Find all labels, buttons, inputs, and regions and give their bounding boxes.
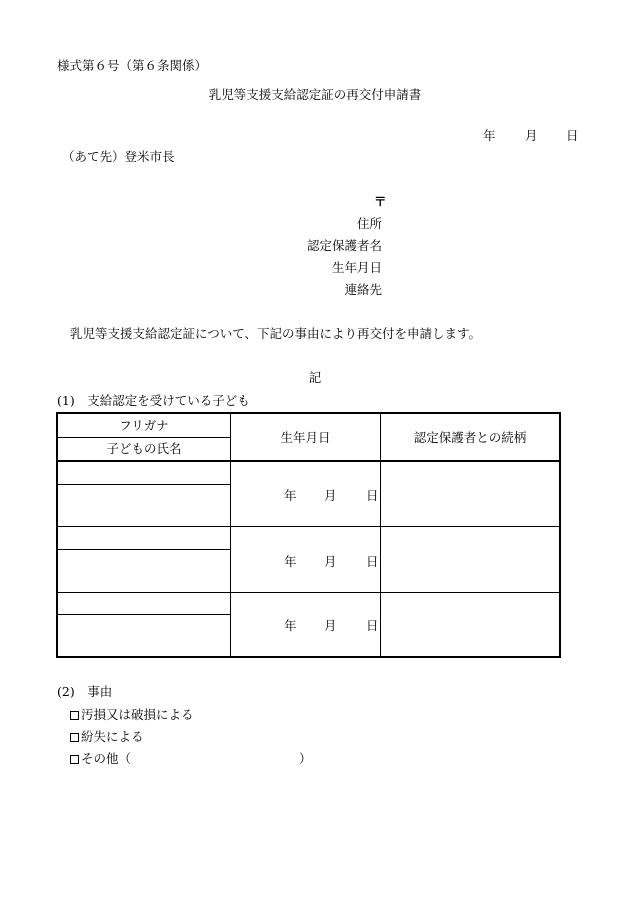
child3-name-field[interactable] [58,615,230,656]
date-year: 年 [483,128,496,143]
child2-birth-year: 年 [284,554,297,569]
addressee: （あて先）登米市長 [62,149,175,164]
applicant-birthdate-label: 生年月日 [331,260,382,275]
checkbox-icon[interactable] [70,755,79,764]
child2-furigana-field[interactable] [58,527,230,549]
reason-other-close-paren: ） [299,751,312,766]
child3-relationship-field[interactable] [381,593,559,656]
reason-option-lost[interactable] [70,729,144,745]
checkbox-icon[interactable] [70,711,79,720]
child3-birth-month: 月 [324,618,337,633]
child1-furigana-field[interactable] [58,462,230,484]
child2-relationship-field[interactable] [381,527,559,592]
child2-name-field[interactable] [58,550,230,592]
address-label: 住所 [356,216,382,231]
child2-birth-day: 日 [366,554,379,569]
child1-name-field[interactable] [58,485,230,526]
reason-option-damage[interactable] [70,707,194,723]
date-day: 日 [566,128,579,143]
child3-birth-year: 年 [284,618,297,633]
header-furigana: フリガナ [119,418,169,433]
reason-option-label: 汚損又は破損による [81,707,194,722]
header-birthdate: 生年月日 [280,430,331,445]
reason-other-input[interactable] [140,751,296,767]
child2-birth-month: 月 [324,554,337,569]
guardian-name-label: 認定保護者名 [306,238,382,253]
section1-heading: (1) 支給認定を受けている子ども [57,393,250,408]
reason-option-label: その他（ [81,751,132,766]
child1-birth-year: 年 [284,488,297,503]
form-title: 乳児等支援支給認定証の再交付申請書 [208,87,422,102]
reason-option-other[interactable] [70,751,131,767]
header-child-name: 子どもの氏名 [106,441,182,456]
child-table [56,412,561,658]
child3-furigana-field[interactable] [58,593,230,614]
date-month: 月 [525,128,538,143]
child3-birth-day: 日 [366,618,379,633]
reason-option-label: 紛失による [81,729,144,744]
postal-mark: 〒 [374,194,387,209]
form-number: 様式第６号（第６条関係） [57,58,208,73]
ki-heading: 記 [308,370,322,385]
header-relationship: 認定保護者との続柄 [413,430,527,445]
table-divider-v1 [230,414,231,656]
child1-relationship-field[interactable] [381,462,559,526]
statement: 乳児等支援支給認定証について、下記の事由により再交付を申請します。 [70,326,482,341]
contact-label: 連絡先 [344,282,382,297]
checkbox-icon[interactable] [70,733,79,742]
child1-birth-day: 日 [366,488,379,503]
header-split-line [58,437,230,438]
child1-birth-month: 月 [324,488,337,503]
section2-heading: (2) 事由 [57,684,113,699]
